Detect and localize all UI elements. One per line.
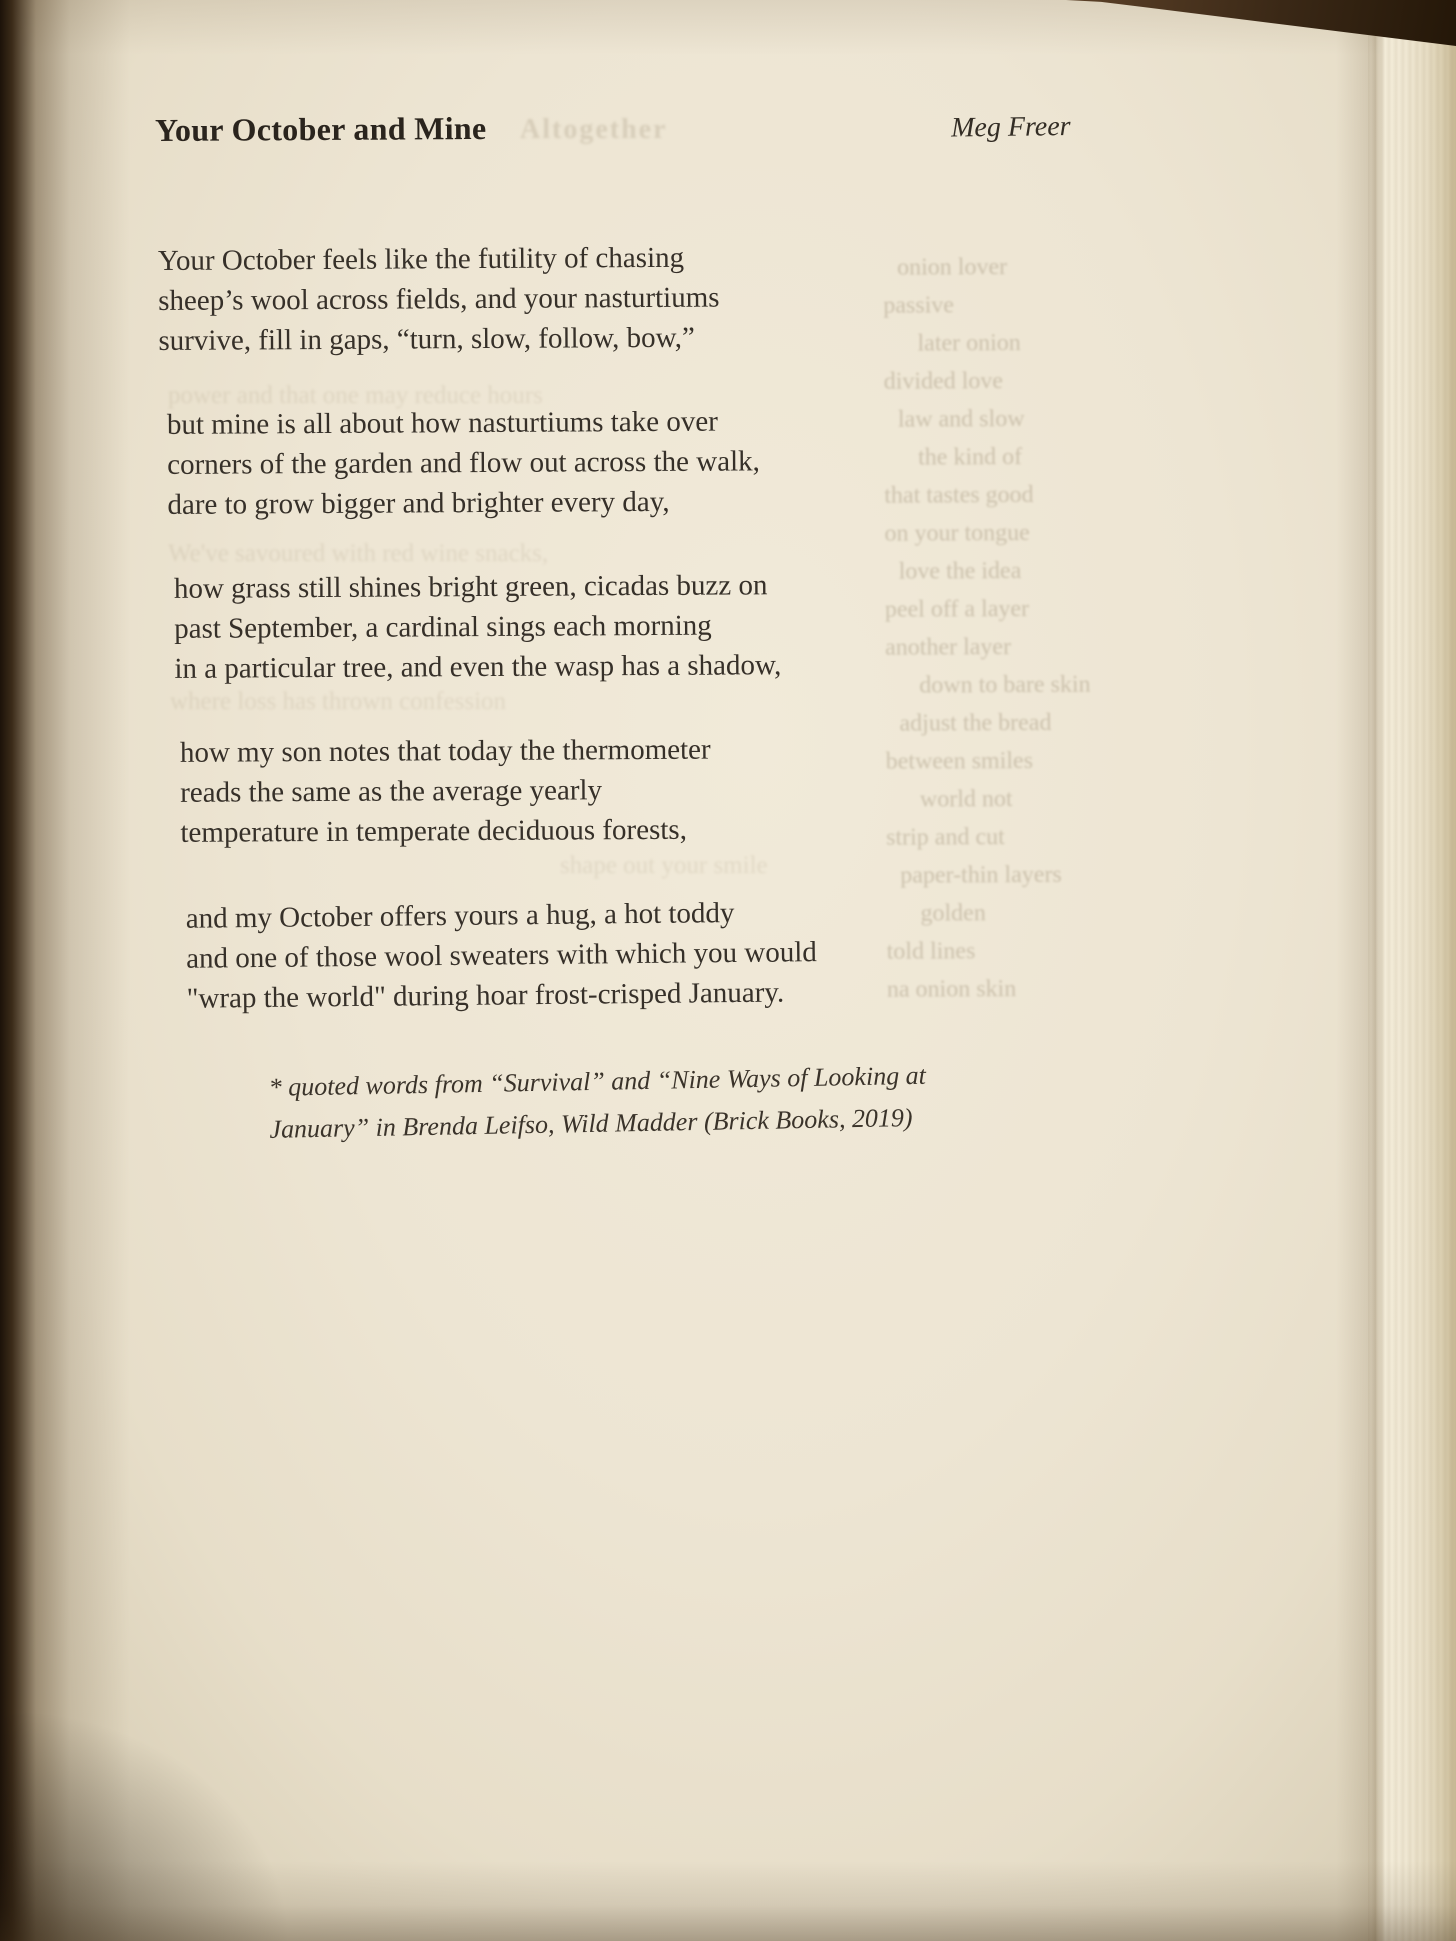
bleedthrough-line: peel off a layer (884, 596, 1030, 623)
bleedthrough-line: on your tongue (884, 520, 1030, 547)
poem-line: "wrap the world" during hoar frost-crisped January. (186, 976, 785, 1015)
poem-line: how my son notes that today the thermometer (179, 733, 711, 769)
poem-line: dare to grow bigger and brighter every day, (167, 485, 670, 521)
bleedthrough-line: that tastes good (884, 482, 1034, 509)
bleedthrough-line: world not (919, 786, 1013, 813)
bleedthrough-line: between smiles (885, 748, 1034, 775)
bleedthrough-line: strip and cut (886, 824, 1005, 851)
poem-line: reads the same as the average yearly (180, 774, 603, 809)
bleedthrough-line: onion lover (897, 254, 1008, 281)
stanza (158, 235, 1072, 361)
bleedthrough-line: paper-thin layers (900, 861, 1062, 889)
stanza (186, 889, 1076, 1018)
bleedthrough-line: We've savoured with red wine snacks, (168, 540, 549, 567)
poem-line: corners of the garden and flow out across the walk, (167, 445, 760, 481)
bleedthrough-line: na onion skin (886, 976, 1017, 1003)
poem-line: and my October offers yours a hug, a hot toddy (185, 897, 735, 935)
poem-line: survive, fill in gaps, “turn, slow, follow, bow,” (158, 321, 695, 357)
bleedthrough-line: where loss has thrown confession (170, 688, 507, 715)
footnote-line: * quoted words from “Survival” and “Nine Ways of Looking at (268, 1060, 927, 1102)
page-content (155, 106, 1076, 1147)
footnote (268, 1053, 1009, 1151)
footnote-line: January” in Brenda Leifso, Wild Madder (Brick Books, 2019) (269, 1103, 913, 1144)
bleedthrough-line: the kind of (918, 444, 1023, 471)
bleedthrough-line: told lines (886, 938, 976, 965)
bleedthrough-line: down to bare skin (919, 671, 1091, 699)
poem-title: Your October and Mine (155, 109, 487, 148)
poem-line: Your October feels like the futility of chasing (157, 241, 685, 277)
book-gutter-shadow (0, 0, 130, 1941)
poem-line: but mine is all about how nasturtiums take over (166, 405, 718, 441)
bottom-edge-shadow (0, 1861, 1456, 1941)
bleedthrough-line: love the idea (898, 558, 1022, 585)
stanza (180, 727, 1075, 852)
bleedthrough-line: power and that one may reduce hours (168, 382, 543, 409)
poem-line: sheep’s wool across fields, and your nasturtiums (158, 281, 720, 317)
page-edges (1368, 0, 1456, 1941)
poem-line: and one of those wool sweaters with which you would (186, 936, 817, 975)
poem-line: how grass still shines bright green, cicadas buzz on (173, 569, 768, 605)
poem-author: Meg Freer (950, 110, 1071, 144)
header-row (155, 106, 1070, 149)
stanza (174, 563, 1074, 688)
bleedthrough-line: golden (920, 900, 986, 927)
bleedthrough-line: another layer (885, 634, 1012, 661)
poem-body (156, 235, 1076, 1017)
stanza (167, 399, 1073, 525)
bleedthrough-header: Altogether (520, 114, 668, 145)
bleedthrough-line: adjust the bread (899, 709, 1052, 737)
poem-line: past September, a cardinal sings each morning (174, 609, 712, 645)
bleedthrough-line: shape out your smile (560, 852, 768, 879)
bleedthrough-line: divided love (883, 368, 1004, 395)
poem-line: in a particular tree, and even the wasp has a shadow, (174, 649, 782, 685)
poem-line: temperature in temperate deciduous forests, (180, 813, 687, 849)
bleedthrough-line: passive (883, 292, 955, 319)
bleedthrough-line: law and slow (897, 406, 1025, 433)
bleedthrough-line: later onion (917, 330, 1021, 357)
